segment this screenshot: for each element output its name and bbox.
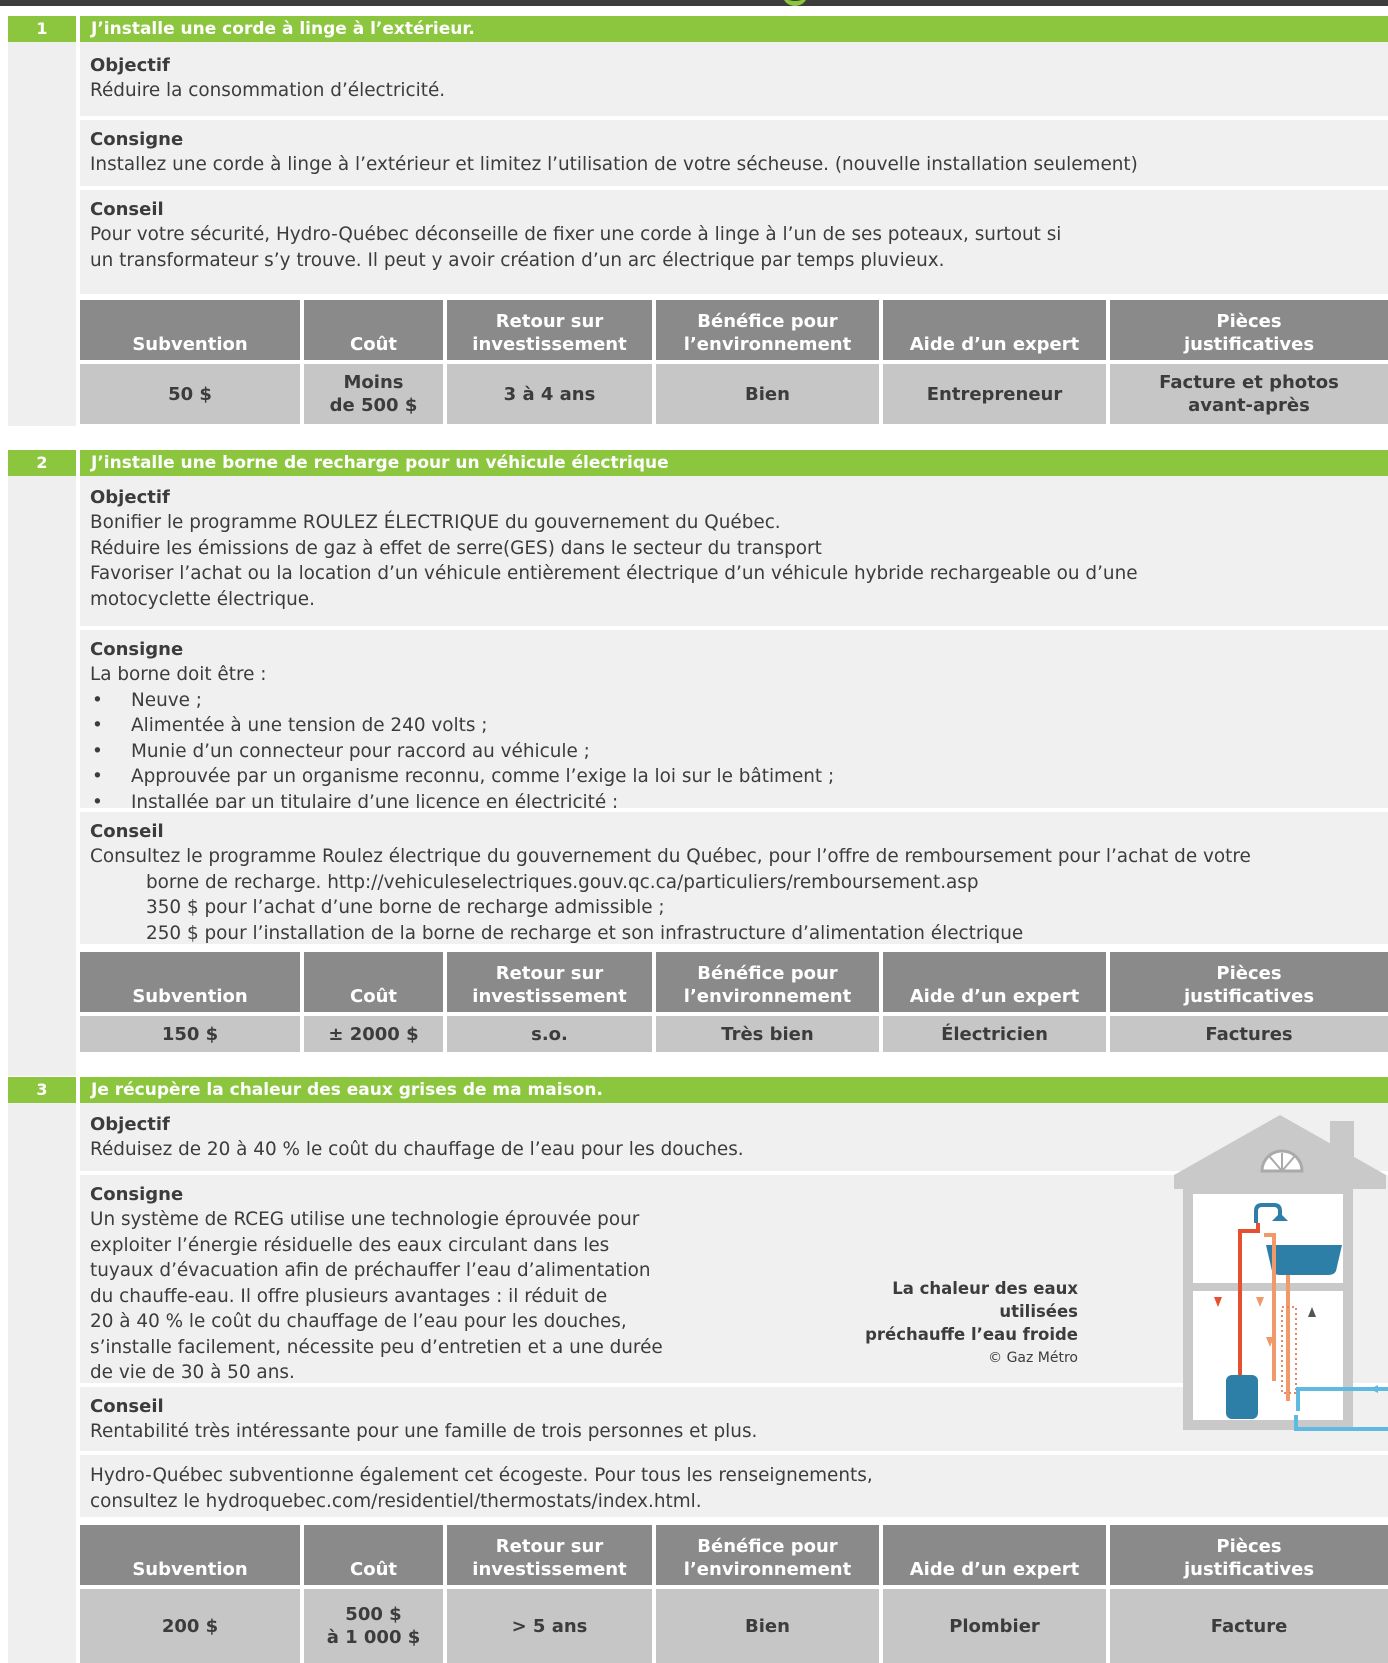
arrow-left-icon — [1370, 1385, 1378, 1393]
table-cell: Bien — [656, 1589, 879, 1663]
table-cell: 200 $ — [80, 1589, 300, 1663]
table-header-row — [80, 1525, 1388, 1585]
objectif-title: Objectif — [90, 1114, 170, 1135]
conseil-line: un transformateur s’y trouve. Il peut y avoir création d’un arc électrique par temps pluvieux. — [90, 249, 945, 271]
caption-line: La chaleur des eaux utilisées — [892, 1279, 1078, 1321]
header-cell-cout: Coût — [304, 300, 443, 360]
table-cell: Très bien — [656, 1016, 879, 1052]
house-illustration — [1170, 1111, 1388, 1441]
caption-line: préchauffe l’eau froide — [865, 1325, 1078, 1344]
consigne-line: 20 à 40 % le coût du chauffage de l’eau pour les douches, — [90, 1311, 627, 1332]
header-cell-aide: Aide d’un expert — [883, 300, 1106, 360]
section-1 — [0, 16, 1388, 426]
objectif-block — [80, 476, 1388, 626]
header-cell-subvention: Subvention — [80, 300, 300, 360]
table-header-row — [80, 952, 1388, 1012]
table-row — [80, 1016, 1388, 1052]
objectif-block — [80, 42, 1388, 116]
conseil-title: Conseil — [90, 199, 164, 220]
water-heater-icon — [1226, 1375, 1258, 1419]
table-row — [80, 364, 1388, 424]
objectif-line: motocyclette électrique. — [90, 588, 315, 610]
figure-caption — [820, 1277, 1078, 1370]
consigne-bullet: • Installée par un titulaire d’une licence en électricité ; — [90, 790, 1388, 816]
table-cell: 150 $ — [80, 1016, 300, 1052]
header-cell-subvention: Subvention — [80, 952, 300, 1012]
conseil-title: Conseil — [90, 821, 164, 842]
note-block — [80, 1451, 1388, 1517]
section-header — [8, 1077, 1388, 1103]
table-cell: Factures — [1110, 1016, 1388, 1052]
house-chimney — [1330, 1121, 1354, 1161]
objectif-line: Bonifier le programme ROULEZ ÉLECTRIQUE du gouvernement du Québec. — [90, 512, 781, 533]
section-body — [80, 476, 1388, 1076]
table-cell: ± 2000 $ — [304, 1016, 443, 1052]
section-body — [80, 42, 1388, 426]
table-cell: 500 $ à 1 000 $ — [304, 1589, 443, 1663]
conseil-title: Conseil — [90, 1396, 164, 1417]
header-cell-pieces: Pièces justificatives — [1110, 1525, 1388, 1585]
header-cell-retour: Retour sur investissement — [447, 952, 652, 1012]
consigne-bullet: • Munie d’un connecteur pour raccord au véhicule ; — [90, 739, 1388, 765]
table-cell: Plombier — [883, 1589, 1106, 1663]
consigne-bullet: • Approuvée par un organisme reconnu, comme l’exige la loi sur le bâtiment ; — [90, 764, 1388, 790]
info-table — [80, 944, 1388, 1076]
consigne-bullet: • Neuve ; — [90, 688, 1388, 714]
header-cell-cout: Coût — [304, 1525, 443, 1585]
header-cell-benefice: Bénéfice pour l’environnement — [656, 952, 879, 1012]
table-row — [80, 1589, 1388, 1663]
table-cell: Entrepreneur — [883, 364, 1106, 424]
conseil-block — [80, 186, 1388, 294]
section-number: 1 — [8, 16, 76, 42]
consigne-block — [80, 626, 1388, 813]
section-3 — [0, 1077, 1388, 1663]
section-title: J’installe une borne de recharge pour un véhicule électrique — [80, 450, 1388, 476]
section-margin — [8, 42, 76, 426]
house-floor — [1188, 1283, 1348, 1291]
consigne-line: tuyaux d’évacuation afin de préchauffer l’eau d’alimentation — [90, 1260, 651, 1281]
header-cell-aide: Aide d’un expert — [883, 952, 1106, 1012]
figure-credit: © Gaz Métro — [988, 1350, 1078, 1366]
section-margin — [8, 1103, 76, 1663]
section-title: Je récupère la chaleur des eaux grises de ma maison. — [80, 1077, 1388, 1103]
consigne-bullet: • Alimentée à une tension de 240 volts ; — [90, 713, 1388, 739]
table-cell: > 5 ans — [447, 1589, 652, 1663]
objectif-title: Objectif — [90, 55, 170, 76]
objectif-line: Favoriser l’achat ou la location d’un véhicule entièrement électrique d’un véhicule hybride rechargeable ou d’une — [90, 563, 1138, 584]
table-cell: 3 à 4 ans — [447, 364, 652, 424]
note-line: Hydro-Québec subventionne également cet écogeste. Pour tous les renseignements, — [90, 1465, 873, 1486]
table-cell: Facture et photos avant-après — [1110, 364, 1388, 424]
header-cell-retour: Retour sur investissement — [447, 300, 652, 360]
header-cell-cout: Coût — [304, 952, 443, 1012]
bathtub-icon — [1266, 1245, 1342, 1275]
objectif-title: Objectif — [90, 487, 170, 508]
table-cell: 50 $ — [80, 364, 300, 424]
info-table — [80, 1517, 1388, 1663]
section-margin — [8, 476, 76, 1076]
consigne-line: Un système de RCEG utilise une technologie éprouvée pour — [90, 1209, 640, 1230]
header-cell-aide: Aide d’un expert — [883, 1525, 1106, 1585]
section-title: J’installe une corde à linge à l’extérieur. — [80, 16, 1388, 42]
section-2 — [0, 450, 1388, 1058]
header-cell-benefice: Bénéfice pour l’environnement — [656, 300, 879, 360]
header-cell-subvention: Subvention — [80, 1525, 300, 1585]
section-header — [8, 450, 1388, 476]
conseil-line: borne de recharge. http://vehiculeselectriques.gouv.qc.ca/particuliers/remboursement.asp — [146, 871, 979, 893]
objectif-line: Réduire la consommation d’électricité. — [90, 80, 446, 101]
table-cell: Bien — [656, 364, 879, 424]
table-cell: Électricien — [883, 1016, 1106, 1052]
conseil-line: Pour votre sécurité, Hydro-Québec déconseille de fixer une corde à linge à l’un de ses poteaux, surtout si — [90, 224, 1062, 245]
consigne-intro: La borne doit être : — [90, 664, 267, 685]
conseil-line: Rentabilité très intéressante pour une famille de trois personnes et plus. — [90, 1421, 758, 1442]
table-cell: Moins de 500 $ — [304, 364, 443, 424]
consigne-line: s’installe facilement, nécessite peu d’entretien et a une durée — [90, 1336, 663, 1358]
top-bar — [0, 0, 1388, 6]
conseil-line: 250 $ pour l’installation de la borne de recharge et son infrastructure d’alimentation électrique — [146, 922, 1024, 944]
table-cell: Facture — [1110, 1589, 1388, 1663]
section-number: 2 — [8, 450, 76, 476]
consigne-line: de vie de 30 à 50 ans. — [90, 1362, 295, 1383]
conseil-line: 350 $ pour l’achat d’une borne de recharge admissible ; — [146, 897, 665, 918]
table-cell: s.o. — [447, 1016, 652, 1052]
title-glyph-fragment — [782, 0, 808, 6]
objectif-line: Réduisez de 20 à 40 % le coût du chauffage de l’eau pour les douches. — [90, 1139, 744, 1160]
conseil-block — [80, 808, 1388, 944]
consigne-line: Installez une corde à linge à l’extérieur et limitez l’utilisation de votre sécheuse. (nouvelle installation seulement) — [90, 154, 1138, 175]
header-cell-benefice: Bénéfice pour l’environnement — [656, 1525, 879, 1585]
conseil-line: Consultez le programme Roulez électrique du gouvernement du Québec, pour l’offre de remboursement pour l’achat de votre — [90, 846, 1251, 867]
header-cell-retour: Retour sur investissement — [447, 1525, 652, 1585]
table-header-row — [80, 300, 1388, 360]
note-line: consultez le hydroquebec.com/residentiel/thermostats/index.html. — [90, 1490, 702, 1512]
info-table — [80, 294, 1388, 426]
header-cell-pieces: Pièces justificatives — [1110, 300, 1388, 360]
section-header — [8, 16, 1388, 42]
consigne-title: Consigne — [90, 639, 184, 660]
objectif-line: Réduire les émissions de gaz à effet de serre(GES) dans le secteur du transport — [90, 537, 822, 559]
consigne-line: exploiter l’énergie résiduelle des eaux circulant dans les — [90, 1234, 610, 1256]
header-cell-pieces: Pièces justificatives — [1110, 952, 1388, 1012]
consigne-title: Consigne — [90, 1184, 184, 1205]
section-number: 3 — [8, 1077, 76, 1103]
consigne-line: du chauffe-eau. Il offre plusieurs avantages : il réduit de — [90, 1285, 608, 1307]
consigne-block — [80, 116, 1388, 186]
consigne-title: Consigne — [90, 129, 184, 150]
